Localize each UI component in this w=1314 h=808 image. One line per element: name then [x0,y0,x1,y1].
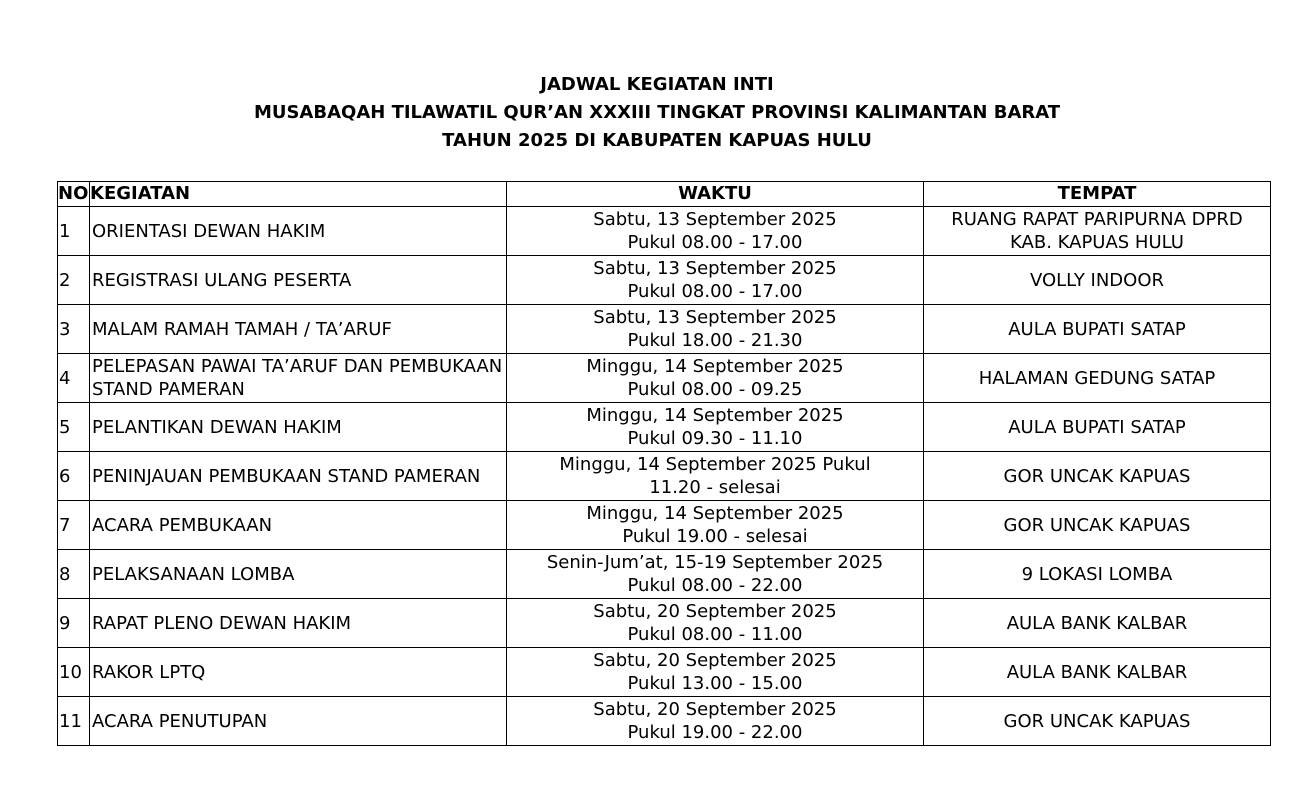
title-line-3: TAHUN 2025 DI KABUPATEN KAPUAS HULU [442,130,872,151]
waktu-time-line: Pukul 08.00 - 11.00 [627,624,803,645]
kegiatan-text: PELEPASAN PAWAI TA’ARUF DAN PEMBUKAAN STAND PAMERAN [92,356,503,400]
row-tempat [924,550,1271,599]
waktu-day-line: Sabtu, 20 September 2025 [593,699,837,720]
table-row [58,599,1271,648]
waktu-time-line: Pukul 18.00 - 21.30 [627,330,803,351]
waktu-time-line: Pukul 08.00 - 22.00 [627,575,803,596]
table-row [58,305,1271,354]
table-row [58,207,1271,256]
title-line-1: JADWAL KEGIATAN INTI [540,74,774,95]
tempat-line-1: AULA BUPATI SATAP [1008,416,1186,438]
waktu-day-line: Sabtu, 13 September 2025 [593,258,837,279]
row-number: 11 [58,697,90,746]
row-number: 10 [58,648,90,697]
tempat-line-1: 9 LOKASI LOMBA [1021,563,1173,585]
document-title [0,71,1314,155]
row-kegiatan [90,452,507,501]
row-waktu [507,501,924,550]
table-row [58,697,1271,746]
schedule-table [57,181,1271,746]
header-no: NO [58,182,90,207]
table-header-row [58,182,1271,207]
row-kegiatan [90,403,507,452]
row-number: 7 [58,501,90,550]
row-kegiatan [90,305,507,354]
row-waktu [507,550,924,599]
row-tempat [924,697,1271,746]
row-number: 9 [58,599,90,648]
row-kegiatan [90,501,507,550]
row-kegiatan [90,648,507,697]
title-line-2: MUSABAQAH TILAWATIL QUR’AN XXXIII TINGKAT PROVINSI KALIMANTAN BARAT [253,102,1061,123]
row-waktu [507,599,924,648]
row-tempat [924,256,1271,305]
table-body [58,207,1271,746]
waktu-time-line: Pukul 19.00 - 22.00 [627,722,803,743]
table-row [58,550,1271,599]
header-waktu: WAKTU [507,182,924,207]
tempat-line-1: RUANG RAPAT PARIPURNA DPRD [951,209,1243,230]
table-row [58,648,1271,697]
row-waktu [507,207,924,256]
row-number: 5 [58,403,90,452]
header-tempat: TEMPAT [924,182,1271,207]
header-kegiatan: KEGIATAN [90,182,507,207]
waktu-day-line: Sabtu, 20 September 2025 [593,601,837,622]
row-number: 6 [58,452,90,501]
tempat-line-1: VOLLY INDOOR [1029,269,1165,291]
waktu-day-line: Senin-Jum’at, 15-19 September 2025 [546,552,884,573]
waktu-day-line: Minggu, 14 September 2025 [586,405,844,426]
tempat-line-1: GOR UNCAK KAPUAS [1003,465,1191,487]
row-number: 3 [58,305,90,354]
table-row [58,452,1271,501]
row-number: 8 [58,550,90,599]
row-tempat [924,305,1271,354]
waktu-time-line: Pukul 09.30 - 11.10 [627,428,803,449]
row-tempat [924,501,1271,550]
kegiatan-text: ACARA PEMBUKAAN [92,514,273,536]
table-row [58,501,1271,550]
waktu-day-line: Minggu, 14 September 2025 [586,503,844,524]
row-tempat [924,207,1271,256]
row-waktu [507,697,924,746]
waktu-time-line: Pukul 08.00 - 17.00 [627,232,803,253]
kegiatan-text: MALAM RAMAH TAMAH / TA’ARUF [92,318,392,340]
waktu-day-line: Sabtu, 20 September 2025 [593,650,837,671]
row-kegiatan [90,354,507,403]
tempat-line-1: HALAMAN GEDUNG SATAP [978,367,1216,389]
row-waktu [507,354,924,403]
waktu-time-line: Pukul 13.00 - 15.00 [627,673,803,694]
row-waktu [507,305,924,354]
waktu-time-line: Pukul 08.00 - 09.25 [627,379,803,400]
row-kegiatan [90,207,507,256]
kegiatan-text: REGISTRASI ULANG PESERTA [92,269,352,291]
row-number: 4 [58,354,90,403]
row-number: 2 [58,256,90,305]
row-tempat [924,648,1271,697]
row-number: 1 [58,207,90,256]
row-waktu [507,648,924,697]
kegiatan-text: PELAKSANAAN LOMBA [92,563,295,585]
kegiatan-text: RAPAT PLENO DEWAN HAKIM [92,612,352,634]
waktu-time-line: 11.20 - selesai [649,477,781,498]
table-row [58,354,1271,403]
waktu-day-line: Sabtu, 13 September 2025 [593,209,837,230]
row-kegiatan [90,599,507,648]
tempat-line-1: AULA BANK KALBAR [1006,661,1188,683]
row-kegiatan [90,697,507,746]
row-tempat [924,599,1271,648]
tempat-line-2: KAB. KAPUAS HULU [1010,232,1184,253]
row-tempat [924,354,1271,403]
kegiatan-text: ACARA PENUTUPAN [92,710,268,732]
table-row [58,256,1271,305]
row-tempat [924,403,1271,452]
waktu-day-line: Minggu, 14 September 2025 [586,356,844,377]
row-waktu [507,403,924,452]
table-row [58,403,1271,452]
waktu-day-line: Sabtu, 13 September 2025 [593,307,837,328]
tempat-line-1: GOR UNCAK KAPUAS [1003,514,1191,536]
row-waktu [507,452,924,501]
waktu-time-line: Pukul 08.00 - 17.00 [627,281,803,302]
kegiatan-text: PENINJAUAN PEMBUKAAN STAND PAMERAN [92,465,481,487]
waktu-time-line: Pukul 19.00 - selesai [622,526,808,547]
row-kegiatan [90,550,507,599]
tempat-line-1: GOR UNCAK KAPUAS [1003,710,1191,732]
row-waktu [507,256,924,305]
kegiatan-text: ORIENTASI DEWAN HAKIM [92,220,326,242]
kegiatan-text: PELANTIKAN DEWAN HAKIM [92,416,342,438]
waktu-day-line: Minggu, 14 September 2025 Pukul [559,454,871,475]
kegiatan-text: RAKOR LPTQ [92,661,206,683]
tempat-line-1: AULA BANK KALBAR [1006,612,1188,634]
tempat-line-1: AULA BUPATI SATAP [1008,318,1186,340]
row-tempat [924,452,1271,501]
row-kegiatan [90,256,507,305]
